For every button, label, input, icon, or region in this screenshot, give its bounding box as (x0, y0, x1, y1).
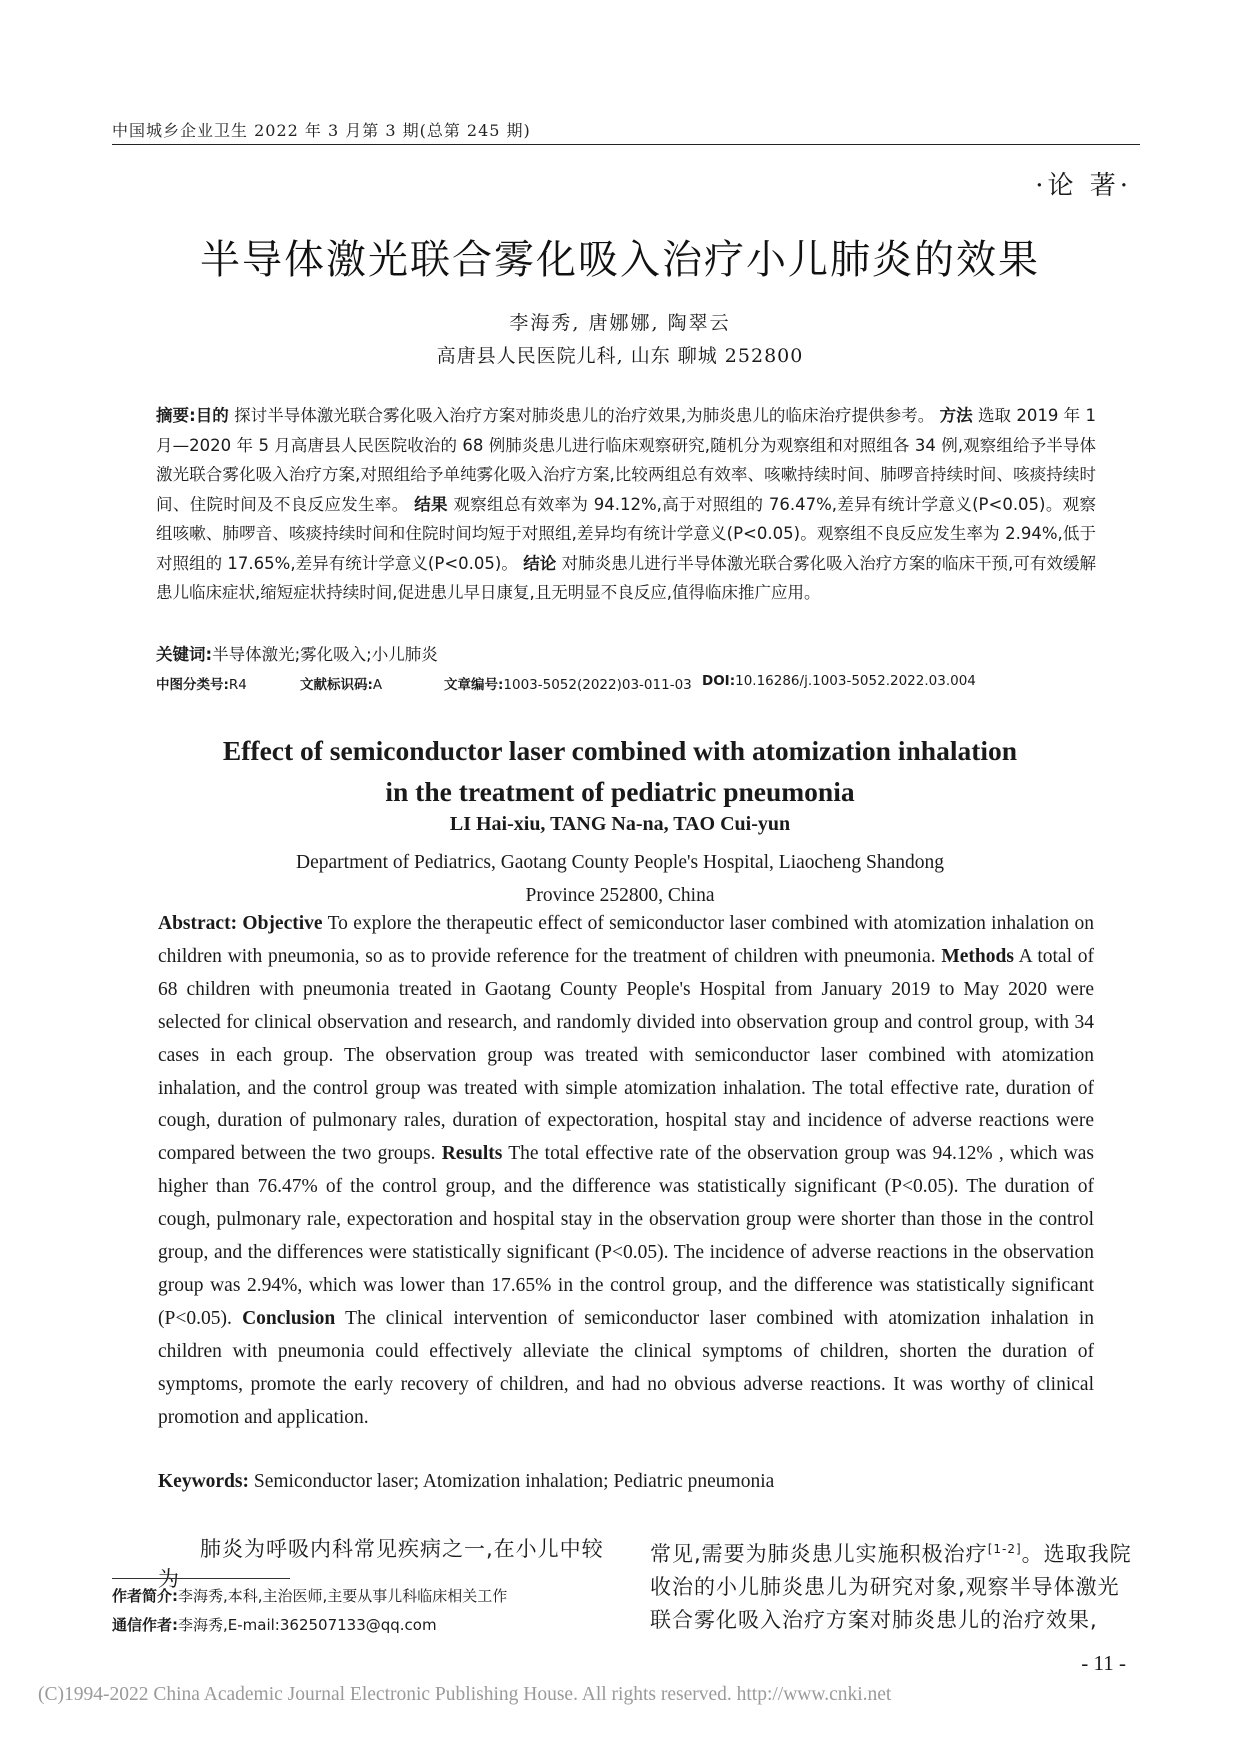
authors-chinese: 李海秀, 唐娜娜, 陶翠云 (509, 312, 731, 334)
footnote-author-label: 作者简介: (112, 1587, 178, 1605)
abstract-en-conclusion-label: Conclusion (242, 1307, 336, 1329)
title-en-line1: Effect of semiconductor laser combined with atomization inhalation (222, 735, 1018, 766)
citation-ref: [1-2] (987, 1542, 1022, 1556)
abstract-cn-conclusion-label: 结论 (523, 553, 557, 573)
keywords-en-text: Semiconductor laser; Atomization inhalation; Pediatric pneumonia (253, 1471, 775, 1492)
abstract-en-objective-label: Objective (242, 913, 323, 934)
doc-code-value: A (372, 677, 383, 693)
affil-en-line1: Department of Pediatrics, Gaotang County People's Hospital, Liaocheng Shandong (296, 852, 944, 873)
body-text-left-column: 肺炎为呼吸内科常见疾病之一,在小儿中较为 (158, 1537, 604, 1591)
journal-header: 中国城乡企业卫生 2022 年 3 月第 3 期(总第 245 期) (112, 121, 531, 140)
keywords-chinese (156, 641, 438, 665)
abstract-cn-results: 观察组总有效率为 94.12%,高于对照组的 76.47%,差异有统计学意义(P<0.05)。观察组咳嗽、肺啰音、咳痰持续时间和住院时间均短于对照组,差异均有统计学意义(P<0.05)。观察组不良反应发生率为 2.94%,低于对照组的 17.65%,差异有统计学意义(P<0.05)。 (156, 494, 1097, 573)
abstract-en-methods-label: Methods (941, 945, 1014, 967)
title-en-line2: in the treatment of pediatric pneumonia (385, 776, 855, 807)
article-no-value: 1003-5052(2022)03-011-03 (503, 677, 692, 693)
doc-code-label: 文献标识码: (300, 677, 373, 693)
clc-label: 中图分类号: (156, 677, 229, 693)
header-rule (112, 144, 1140, 145)
keywords-english (158, 1471, 774, 1493)
affil-en-line2: Province 252800, China (525, 885, 715, 906)
copyright-notice: (C)1994-2022 China Academic Journal Electronic Publishing House. All rights reserved. http://www.cnki.net (38, 1684, 892, 1705)
keywords-cn-label: 关键词: (156, 645, 213, 664)
abstract-cn-objective-label: 目的 (195, 406, 229, 425)
article-metadata (156, 673, 1096, 693)
body-text-right-column (650, 1533, 1140, 1637)
abstract-cn-methods-label: 方法 (939, 406, 973, 425)
footnote-corr-label: 通信作者: (112, 1616, 178, 1634)
abstract-en-methods: A total of 68 children with pneumonia treated in Gaotang County People's Hospital from January 2019 to May 2020 were selected for clinical observation and research, and randomly divided into observation group and control group, with 34 cases in each group. The observation group was treated with semiconductor laser combined with atomization inhalation, and the control group was treated with simple atomization inhalation. The total effective rate, duration of cough, duration of pulmonary rales, duration of expectoration, hospital stay and incidence of adverse reactions were compared between the two groups. (158, 945, 1094, 1165)
keywords-en-label: Keywords: (158, 1471, 249, 1492)
affiliation-chinese: 高唐县人民医院儿科, 山东 聊城 252800 (436, 345, 804, 367)
affiliation-english (0, 846, 1240, 912)
keywords-cn-text: 半导体激光;雾化吸入;小儿肺炎 (212, 645, 438, 664)
title-english (0, 730, 1240, 812)
abstract-english (158, 908, 1094, 1435)
abstract-chinese (156, 401, 1096, 608)
page-number: - 11 - (1081, 1651, 1126, 1675)
body-right-line3: 联合雾化吸入治疗方案对肺炎患儿的治疗效果, (650, 1608, 1098, 1632)
abstract-cn-label: 摘要: (156, 406, 196, 425)
footnote-author-text: 李海秀,本科,主治医师,主要从事儿科临床相关工作 (178, 1587, 508, 1605)
body-right-line1: 常见,需要为肺炎患儿实施积极治疗 (650, 1542, 988, 1566)
abstract-en-label: Abstract: (158, 913, 238, 934)
doi-label: DOI: (702, 673, 736, 689)
title-chinese: 半导体激光联合雾化吸入治疗小儿肺炎的效果 (200, 237, 1040, 283)
abstract-en-results: The total effective rate of the observation group was 94.12% , which was higher than 76.47% of the control group, and the difference was statistically significant (P<0.05). The duration of cough, pulmonary rale, expectoration and hospital stay in the observation group were shorter than those in the control group, and the differences were statistically significant (P<0.05). The incidence of adverse reactions in the observation group was 2.94%, which was lower than 17.65% in the control group, and the difference was statistically significant (P<0.05). (158, 1143, 1095, 1329)
doi-value: 10.16286/j.1003-5052.2022.03.004 (735, 673, 976, 689)
footnote-corresponding (112, 1614, 612, 1635)
abstract-cn-results-label: 结果 (414, 494, 448, 514)
footnote-author (112, 1585, 612, 1606)
authors-english: LI Hai-xiu, TANG Na-na, TAO Cui-yun (449, 813, 791, 835)
article-no-label: 文章编号: (444, 677, 504, 693)
abstract-cn-methods: 选取 2019 年 1 月—2020 年 5 月高唐县人民医院收治的 68 例肺炎患儿进行临床观察研究,随机分为观察组和对照组各 34 例,观察组给予半导体激光联合雾化吸入治疗方案,对照组给予单纯雾化吸入治疗方案,比较两组总有效率、咳嗽持续时间、肺啰音持续时间、咳痰持续时间、住院时间及不良反应发生率。 (156, 406, 1097, 514)
body-right-line2: 收治的小儿肺炎患儿为研究对象,观察半导体激光 (650, 1575, 1120, 1599)
clc-value: R4 (228, 677, 247, 693)
abstract-en-objective: To explore the therapeutic effect of semiconductor laser combined with atomization inhalation on children with pneumonia, so as to provide reference for the treatment of children with pneumonia. (158, 913, 1095, 967)
abstract-cn-conclusion: 对肺炎患儿进行半导体激光联合雾化吸入治疗方案的临床干预,可有效缓解患儿临床症状,缩短症状持续时间,促进患儿早日康复,且无明显不良反应,值得临床推广应用。 (156, 553, 1097, 602)
abstract-en-conclusion: The clinical intervention of semiconductor laser combined with atomization inhalation in children with pneumonia could effectively alleviate the clinical symptoms of children, shorten the duration of symptoms, promote the early recovery of children, and had no obvious adverse reactions. It was worthy of clinical promotion and application. (158, 1307, 1095, 1428)
abstract-en-results-label: Results (441, 1143, 503, 1165)
abstract-cn-objective: 探讨半导体激光联合雾化吸入治疗方案对肺炎患儿的治疗效果,为肺炎患儿的临床治疗提供参考。 (234, 406, 935, 425)
footnote-rule (112, 1578, 290, 1579)
body-right-line1-end: 。选取我院 (1021, 1542, 1132, 1566)
footnote-corr-text: 李海秀,E-mail:362507133@qq.com (178, 1616, 437, 1634)
section-label: ·论 著· (1035, 171, 1132, 201)
